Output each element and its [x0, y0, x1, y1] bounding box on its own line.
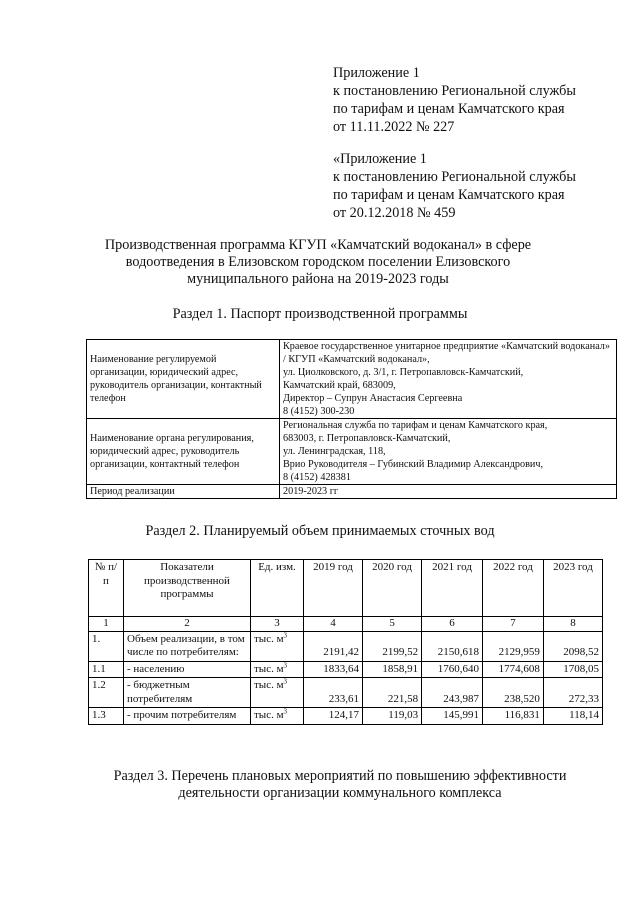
unit-exponent: 3 [283, 707, 288, 716]
row-unit [251, 678, 304, 708]
appendix-line: по тарифам и ценам Камчатского края [333, 101, 565, 117]
appendix-line: по тарифам и ценам Камчатского края [333, 187, 565, 203]
value-line: ул. Циолковского, д. 3/1, г. Петропавловск-Камчатский, [283, 367, 524, 378]
value-cell: 124,17 [304, 708, 363, 725]
value-cell: 243,987 [422, 678, 483, 708]
index-cell: 4 [304, 617, 363, 632]
table-row [89, 708, 603, 725]
header-cell: 2019 год [304, 560, 363, 617]
value-cell: 2191,42 [304, 631, 363, 661]
index-row [89, 617, 603, 632]
appendix-current [333, 64, 576, 136]
value-cell: 2129,959 [483, 631, 544, 661]
table-row [87, 485, 617, 499]
value-line: 2019-2023 гг [283, 486, 339, 497]
volume-table [88, 559, 603, 725]
header-cell: 2020 год [363, 560, 422, 617]
index-cell: 3 [251, 617, 304, 632]
appendix-line: от 20.12.2018 № 459 [333, 205, 456, 221]
passport-label: Наименование регулируемой организации, юридический адрес, руководитель организации, контактный телефон [87, 340, 280, 419]
row-number: 1. [89, 631, 124, 661]
row-number: 1.2 [89, 678, 124, 708]
value-line: Врио Руководителя – Губинский Владимир Александрович, [283, 459, 543, 470]
unit-base: тыс. м [254, 709, 284, 721]
row-unit [251, 708, 304, 725]
passport-value [280, 340, 617, 419]
appendix-original [333, 150, 576, 222]
value-line: 683003, г. Петропавловск-Камчатский, [283, 433, 451, 444]
table-row [89, 631, 603, 661]
passport-label: Наименование органа регулирования, юридический адрес, руководитель организации, контактный телефон [87, 419, 280, 485]
passport-value [280, 419, 617, 485]
appendix-line: Приложение 1 [333, 65, 420, 81]
value-line: 8 (4152) 428381 [283, 472, 351, 483]
value-line: Камчатский край, 683009, [283, 380, 396, 391]
appendix-line: к постановлению Региональной службы [333, 83, 576, 99]
table-row [87, 340, 617, 419]
passport-table [86, 339, 617, 499]
row-name: - прочим потребителям [124, 708, 251, 725]
value-cell: 221,58 [363, 678, 422, 708]
header-cell: 2022 год [483, 560, 544, 617]
value-cell: 116,831 [483, 708, 544, 725]
index-cell: 6 [422, 617, 483, 632]
unit-exponent: 3 [283, 677, 288, 686]
header-cell: Показатели производственной программы [124, 560, 251, 617]
header-cell: 2023 год [543, 560, 602, 617]
value-cell: 2098,52 [543, 631, 602, 661]
value-cell: 118,14 [543, 708, 602, 725]
document-title: Производственная программа КГУП «Камчатский водоканал» в сфере водоотведения в Елизовском городском поселении Елизовского муниципального района на 2019-2023 годы [104, 237, 532, 287]
unit-base: тыс. м [254, 662, 284, 675]
unit-base: тыс. м [254, 679, 284, 691]
appendix-line: от 11.11.2022 № 227 [333, 119, 455, 135]
value-cell: 1708,05 [543, 661, 602, 678]
value-cell: 233,61 [304, 678, 363, 708]
value-line: 8 (4152) 300-230 [283, 406, 355, 417]
row-name: Объем реализации, в том числе по потребителям: [124, 631, 251, 661]
unit-base: тыс. м [254, 632, 284, 645]
table-row [87, 419, 617, 485]
section1-heading: Раздел 1. Паспорт производственной программы [172, 306, 468, 322]
value-cell: 1833,64 [304, 661, 363, 678]
value-cell: 145,991 [422, 708, 483, 725]
table-header-row [89, 560, 603, 617]
unit-exponent: 3 [283, 630, 288, 639]
row-name: - населению [124, 661, 251, 678]
section3-heading: Раздел 3. Перечень плановых мероприятий по повышению эффективности деятельности организации коммунального комплекса [113, 768, 567, 801]
table-row [89, 661, 603, 678]
value-cell: 1760,640 [422, 661, 483, 678]
row-number: 1.1 [89, 661, 124, 678]
row-number: 1.3 [89, 708, 124, 725]
appendix-line: «Приложение 1 [333, 151, 427, 167]
passport-value [280, 485, 617, 499]
value-line: ул. Ленинградская, 118, [283, 446, 386, 457]
value-cell: 1858,91 [363, 661, 422, 678]
section2-heading: Раздел 2. Планируемый объем принимаемых сточных вод [145, 523, 495, 539]
row-unit [251, 631, 304, 661]
value-cell: 238,520 [483, 678, 544, 708]
unit-exponent: 3 [283, 660, 288, 669]
value-line: Краевое государственное унитарное предприятие «Камчатский водоканал» / КГУП «Камчатский водоканал», [283, 341, 610, 365]
index-cell: 7 [483, 617, 544, 632]
index-cell: 5 [363, 617, 422, 632]
index-cell: 8 [543, 617, 602, 632]
value-cell: 2199,52 [363, 631, 422, 661]
row-name: - бюджетным потребителям [124, 678, 251, 708]
value-line: Директор – Супрун Анастасия Сергеевна [283, 393, 463, 404]
value-cell: 2150,618 [422, 631, 483, 661]
value-cell: 1774,608 [483, 661, 544, 678]
appendix-line: к постановлению Региональной службы [333, 169, 576, 185]
table-row [89, 678, 603, 708]
index-cell: 2 [124, 617, 251, 632]
value-line: Региональная служба по тарифам и ценам Камчатского края, [283, 420, 548, 431]
value-cell: 119,03 [363, 708, 422, 725]
header-cell: Ед. изм. [251, 560, 304, 617]
value-cell: 272,33 [543, 678, 602, 708]
index-cell: 1 [89, 617, 124, 632]
header-cell: № п/п [89, 560, 124, 617]
passport-label: Период реализации [87, 485, 280, 499]
header-cell: 2021 год [422, 560, 483, 617]
row-unit [251, 661, 304, 678]
